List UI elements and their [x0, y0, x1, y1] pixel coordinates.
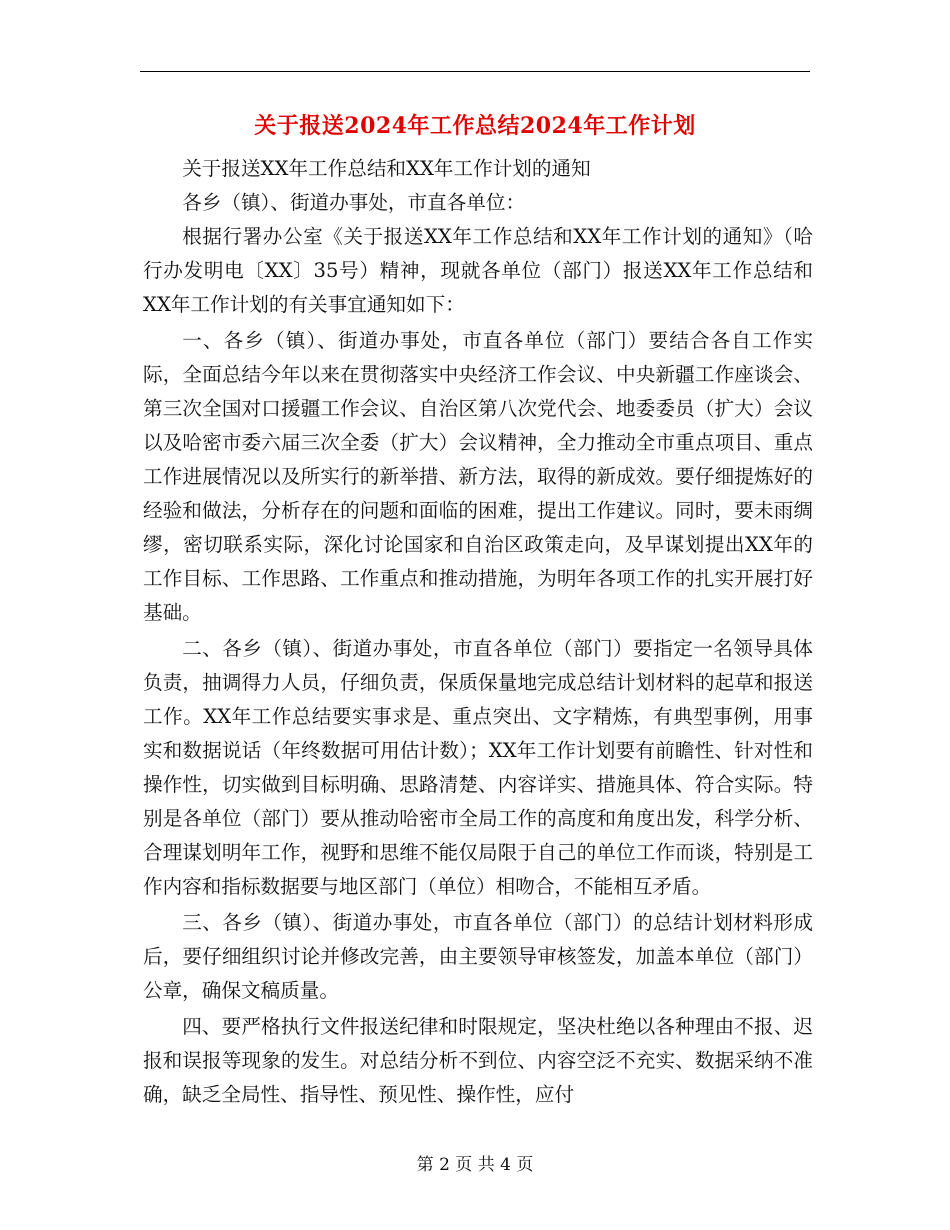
item-one-paragraph: 一、各乡（镇）、街道办事处，市直各单位（部门）要结合各自工作实际，全面总结今年以来在贯彻落实中央经济工作会议、中央新疆工作座谈会、第三次全国对口援疆工作会议、自治区第八次党代会、地委委员（扩大）会议以及哈密市委六届三次全委（扩大）会议精神，全力推动全市重点项目、重点工作进展情况以及所实行的新举措、新方法，取得的新成效。要仔细提炼好的经验和做法，分析存在的问题和面临的困难，提出工作建议。同时，要未雨绸缪，密切联系实际，深化讨论国家和自治区政策走向，及早谋划提出XX年的工作目标、工作思路、工作重点和推动措施，为明年各项工作的扎实开展打好基础。 [143, 329, 813, 624]
item-two-paragraph: 二、各乡（镇）、街道办事处，市直各单位（部门）要指定一名领导具体负责，抽调得力人员，仔细负责，保质保量地完成总结计划材料的起草和报送工作。XX年工作总结要实事求是、重点突出、文字精炼，有典型事例，用事实和数据说话（年终数据可用估计数）；XX年工作计划要有前瞻性、针对性和操作性，切实做到目标明确、思路清楚、内容详实、措施具体、符合实际。特别是各单位（部门）要从推动哈密市全局工作的高度和角度出发，科学分析、合理谋划明年工作，视野和思维不能仅局限于自己的单位工作而谈，特别是工作内容和指标数据要与地区部门（单位）相吻合，不能相互矛盾。 [143, 637, 813, 898]
item-three-paragraph: 三、各乡（镇）、街道办事处，市直各单位（部门）的总结计划材料形成后，要仔细组织讨论并修改完善，由主要领导审核签发，加盖本单位（部门）公章，确保文稿质量。 [143, 911, 813, 1002]
document-body [143, 152, 813, 1112]
page-number-footer: 第 2 页 共 4 页 [416, 1155, 534, 1175]
intro-paragraph: 根据行署办公室《关于报送XX年工作总结和XX年工作计划的通知》（哈行办发明电〔XX〕35号）精神，现就各单位（部门）报送XX年工作总结和XX年工作计划的有关事宜通知如下： [143, 225, 813, 316]
header-rule [140, 71, 810, 72]
addressee-line: 各乡（镇）、街道办事处，市直各单位： [182, 191, 526, 214]
item-four-paragraph: 四、要严格执行文件报送纪律和时限规定，坚决杜绝以各种理由不报、迟报和误报等现象的发生。对总结分析不到位、内容空泛不充实、数据采纳不准确，缺乏全局性、指导性、预见性、操作性，应付 [143, 1015, 813, 1106]
document-title: 关于报送2024年工作总结2024年工作计划 [254, 113, 696, 139]
notice-heading: 关于报送XX年工作总结和XX年工作计划的通知 [182, 157, 591, 180]
